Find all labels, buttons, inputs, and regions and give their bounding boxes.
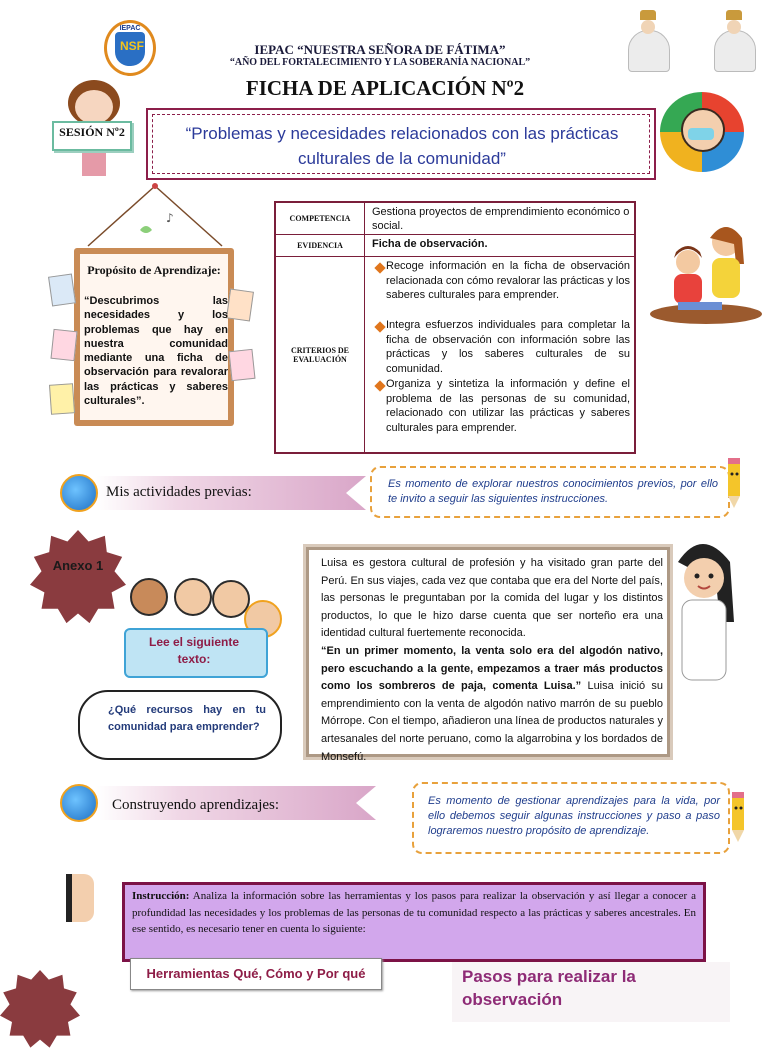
logo-text: IEPAC: [119, 25, 141, 32]
child-face: [174, 578, 212, 616]
evidencia-value: Ficha de observación.: [372, 238, 488, 250]
construct-hint: Es momento de gestionar aprendizajes para la vida, por ello debemos seguir algunas instrucciones y paso a paso lograremos nuestro propósito de aprendizaje.: [428, 795, 720, 837]
virgin-figure-icon: [708, 10, 760, 70]
globe-hands-icon: [60, 784, 98, 822]
hanging-rope: [80, 182, 230, 248]
session-label: SESIÓN Nº2: [52, 121, 132, 151]
previous-heading: Mis actividades previas:: [106, 484, 252, 500]
banner-tail: [356, 786, 376, 820]
purpose-text: “Descubrimos las necesidades y los problemas que hay en nuestra comunidad mediante una ficha de observación para revalorar las prácticas y saberes culturales”.: [84, 295, 228, 408]
reading-part2: Luisa inició su emprendimiento con la venta de algodón nativo marrón de su pueblo Mórrope. Con el tiempo, añadieron una línea de productos naturales y artesanales del norte peruano, como la algarrobina y los bordados de Monsefú.: [321, 680, 663, 763]
school-name: IEPAC “NUESTRA SEÑORA DE FÁTIMA”: [254, 42, 506, 57]
instruction-body: Analiza la información sobre las herramientas y los pasos para realizar la observación y así llegar a conocer a profundidad las necesidades y los problemas de las personas de tu comunidad respecto a las prácticas y saberes ancestrales. En ese sentido, es necesario tener en cuenta lo siguiente:: [132, 890, 696, 935]
question-text: ¿Qué recursos hay en tu comunidad para emprender?: [108, 704, 266, 733]
topic-title: “Problemas y necesidades relacionados con las prácticas culturales de la comunidad”: [185, 124, 619, 168]
criterio-item: Organiza y sintetiza la información y define el problema de las personas de su comunidad, relacionado con utilizar las prácticas y saberes culturales para emprender.: [386, 378, 630, 434]
table-divider: [276, 234, 634, 235]
sticky-note: [50, 329, 77, 361]
construct-heading: Construyendo aprendizajes:: [112, 797, 280, 813]
instruction-label: Instrucción:: [132, 890, 190, 902]
banner-tail: [346, 476, 366, 510]
competencia-label: COMPETENCIA: [289, 214, 351, 223]
partial-character: [66, 874, 94, 922]
kids-studying-illustration: [648, 214, 764, 330]
criterio-item: Integra esfuerzos individuales para completar la ficha de observación con información sobre las prácticas y los saberes culturales de su comunidad.: [386, 319, 630, 375]
virgin-figure-icon: [622, 10, 674, 70]
svg-text:♪: ♪: [166, 211, 174, 225]
pencil-character-icon: [728, 792, 748, 842]
instruction-text: [132, 888, 696, 938]
sticky-note: [228, 349, 255, 381]
sticky-note: [226, 288, 254, 321]
anexo-badge: [30, 530, 126, 626]
girl-face: [75, 90, 113, 124]
year-motto: “AÑO DEL FORTALECIMIENTO Y LA SOBERANÍA NACIONAL”: [229, 57, 531, 68]
reading-quote: “En un primer momento, la venta solo era del algodón nativo, pero escuchando a la gente, empezamos a traer más productos como los sombreros de paja, comenta Luisa.”: [321, 644, 663, 693]
previous-hint: Es momento de explorar nuestros conocimientos previos, por ello te invito a seguir las siguientes instrucciones.: [388, 478, 718, 505]
reading-part1: Luisa es gestora cultural de profesión y ha visitado gran parte del Perú. En sus viajes, cada vez que contaba que era del Norte del país, las personas le preguntaban por la comida del lugar y los distintos productos, lo que le hizo darse cuenta que ser norteño era una identidad cultural fuertemente reconocida.: [321, 557, 663, 640]
read-prompt: Lee el siguiente texto:: [148, 635, 240, 666]
girl-legs: [82, 150, 106, 176]
globe-hands-icon: [60, 474, 98, 512]
steps-heading: Pasos para realizar la observación: [462, 967, 636, 1009]
purpose-title: Propósito de Aprendizaje:: [87, 263, 221, 277]
pencil-character-icon: [724, 458, 744, 508]
school-logo: [104, 20, 156, 76]
logo-initials: NSF: [120, 39, 144, 53]
decorative-badge: [0, 970, 80, 1050]
table-column-divider: [364, 203, 365, 452]
child-face: [130, 578, 168, 616]
face-mask: [688, 128, 714, 140]
tools-tab: Herramientas Qué, Cómo y Por qué: [130, 958, 382, 990]
criterios-label: CRITERIOS DE EVALUACIÓN: [290, 346, 349, 364]
reading-text: [321, 555, 663, 766]
competencia-value: Gestiona proyectos de emprendimiento económico o social.: [372, 206, 630, 232]
sticky-note: [49, 383, 75, 415]
evidencia-label: EVIDENCIA: [297, 241, 343, 250]
teacher-illustration: [672, 532, 734, 682]
table-divider: [276, 256, 634, 257]
page-title: FICHA DE APLICACIÓN Nº2: [245, 76, 525, 100]
criterio-item: Recoge información en la ficha de observación relacionada con cómo revalorar las prácticas y los saberes culturales para emprender.: [386, 260, 630, 302]
sticky-note: [48, 273, 76, 306]
anexo-label: Anexo 1: [52, 558, 104, 573]
